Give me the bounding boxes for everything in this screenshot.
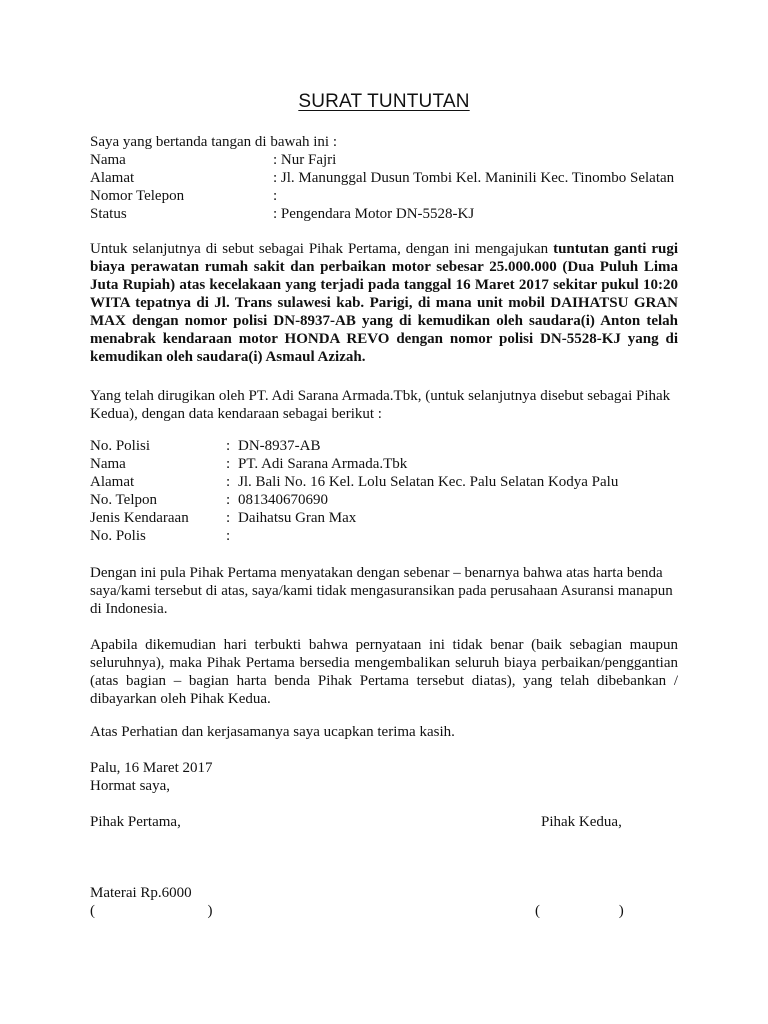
field-label: Nama xyxy=(90,456,126,472)
field-value: PT. Adi Sarana Armada.Tbk xyxy=(238,456,408,472)
first-party-row xyxy=(90,151,678,169)
vehicle-row: No. Polis : xyxy=(90,528,231,544)
field-value: : Pengendara Motor DN-5528-KJ xyxy=(273,206,475,222)
second-party-intro: Yang telah dirugikan oleh PT. Adi Sarana Armada.Tbk, (untuk selanjutnya disebut sebagai Pihak Kedua), dengan data kendaraan sebagai berikut : xyxy=(90,388,671,422)
vehicle-row: Nama : PT. Adi Sarana Armada.Tbk xyxy=(90,456,408,472)
first-signature-line: ( ) xyxy=(90,903,213,919)
thanks-text: Atas Perhatian dan kerjasamanya saya ucapkan terima kasih. xyxy=(90,724,455,740)
field-label: No. Polis xyxy=(90,528,146,544)
vehicle-row: Alamat : Jl. Bali No. 16 Kel. Lolu Selatan Kec. Palu Selatan Kodya Palu xyxy=(90,474,619,490)
field-value: 081340670690 xyxy=(238,492,328,508)
statement-paragraph: Apabila dikemudian hari terbukti bahwa pernyataan ini tidak benar (baik sebagian maupun seluruhnya), maka Pihak Pertama bersedia mengembalikan seluruh biaya perbaikan/penggantian (atas bagian – bagian harta benda Pihak Pertama tersebut diatas), yang telah dibebankan / dibayarkan oleh Pihak Kedua. xyxy=(90,637,678,707)
vehicle-row: No. Telpon : 081340670690 xyxy=(90,492,328,508)
field-value: : Jl. Manunggal Dusun Tombi Kel. Maninili Kec. Tinombo Selatan xyxy=(273,170,675,186)
field-value: Daihatsu Gran Max xyxy=(238,510,357,526)
field-label: Nama xyxy=(90,152,126,168)
stamp-label: Materai Rp.6000 xyxy=(90,885,192,901)
intro-text: Saya yang bertanda tangan di bawah ini : xyxy=(90,134,338,150)
letter-title: SURAT TUNTUTAN xyxy=(298,91,470,112)
closing-block xyxy=(90,759,678,795)
second-signature-line: ( ) xyxy=(535,903,624,919)
first-party-row xyxy=(90,187,678,205)
vehicle-row: Jenis Kendaraan : Daihatsu Gran Max xyxy=(90,510,357,526)
claim-paragraph xyxy=(90,240,678,366)
claim-bold: tuntutan ganti rugi biaya perawatan rumah sakit dan perbaikan motor sebesar 25.000.000 (Dua Puluh Lima Juta Rupiah) atas kecelakaan yang terjadi pada tanggal 16 Maret 2017 sekitar pukul 10:20 WITA tepatnya di Jl. Trans sulawesi kab. Parigi, di mana unit mobil DAIHATSU GRAN MAX dengan nomor polisi DN-8937-AB yang di kemudikan oleh saudara(i) Anton telah menabrak kendaraan motor HONDA REVO dengan nomor polisi DN-5528-KJ yang di kemudikan oleh saudara(i) Asmaul Azizah. xyxy=(90,241,678,365)
claim-lead: Untuk selanjutnya di sebut sebagai Pihak Pertama, dengan ini mengajukan xyxy=(90,241,554,257)
place-date: Palu, 16 Maret 2017 xyxy=(90,760,213,776)
field-value: Jl. Bali No. 16 Kel. Lolu Selatan Kec. Palu Selatan Kodya Palu xyxy=(238,474,619,490)
field-label: Nomor Telepon xyxy=(90,188,185,204)
first-party-row xyxy=(90,169,678,187)
vehicle-row: No. Polisi : DN-8937-AB xyxy=(90,438,321,454)
field-label: No. Polisi xyxy=(90,438,151,454)
field-value: : xyxy=(273,188,278,204)
closing-text: Hormat saya, xyxy=(90,778,170,794)
field-label: Status xyxy=(90,206,127,222)
field-value: DN-8937-AB xyxy=(238,438,321,454)
declaration-paragraph: Dengan ini pula Pihak Pertama menyatakan dengan sebenar – benarnya bahwa atas harta benda saya/kami tersebut di atas, saya/kami tidak mengasuransikan pada perusahaan Asuransi manapun di Indonesia. xyxy=(90,565,673,617)
field-label: No. Telpon xyxy=(90,492,158,508)
field-label: Jenis Kendaraan xyxy=(90,510,189,526)
field-value: : Nur Fajri xyxy=(273,152,337,168)
first-party-row xyxy=(90,205,678,223)
first-signature-label: Pihak Pertama, xyxy=(90,814,181,830)
second-signature-label: Pihak Kedua, xyxy=(541,814,622,830)
first-party-section xyxy=(90,133,678,223)
field-label: Alamat xyxy=(90,474,135,490)
field-label: Alamat xyxy=(90,170,135,186)
vehicle-section xyxy=(90,437,678,545)
